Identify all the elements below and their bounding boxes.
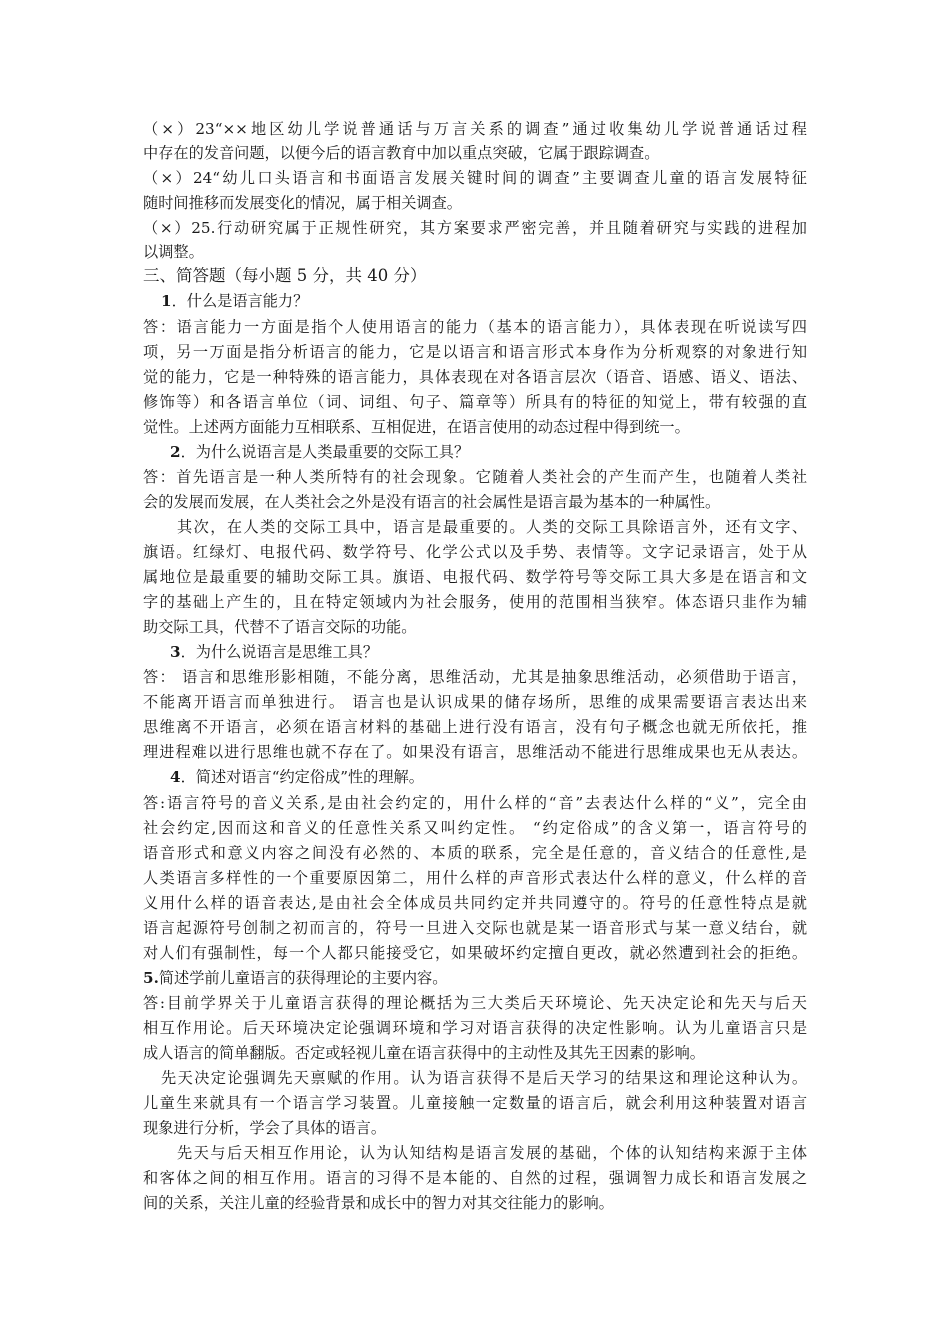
q5-answer-line: 现象进行分析，学会了具体的语言。 [143, 1119, 386, 1137]
q4-answer-line: 答:语言符号的音义关系,是由社会约定的，用什么样的“音”去表达什么样的“义”，完全由 [143, 794, 807, 812]
question-number: 1 [161, 292, 172, 310]
q1-answer-line: 项，另一万面是指分析语言的能力，它是以语言和语言形式本身作为分析观察的对象进行知 [143, 343, 807, 361]
tf-23-line-1: （×）23“××地区幼儿学说普通话与万言关系的调查”通过收集幼儿学说普通话过程 [143, 120, 807, 138]
q5-answer-line: 先天决定论强调先天禀赋的作用。认为语言获得不是后天学习的结果这和理论这种认为。 [161, 1069, 807, 1087]
q2-answer-line: 旗语。红绿灯、电报代码、数学符号、化学公式以及手势、表情等。文字记录语言，处于从 [143, 543, 807, 561]
question-2-heading [170, 440, 469, 464]
question-5-heading [143, 966, 447, 990]
q5-answer-line: 间的关系，关注儿童的经验背景和成长中的智力对其交往能力的影响。 [143, 1194, 614, 1212]
q4-answer-line: 对人们有强制性，每一个人都只能接受它，如果破坏约定擅自更改，就必然遭到社会的拒绝。 [143, 944, 807, 962]
q3-answer-line: 不能离开语言而单独进行。 语言也是认识成果的储存场所，思维的成果需要语言表达出来 [143, 693, 807, 711]
q5-answer-line: 先天与后天相互作用论，认为认知结构是语言发展的基础，个体的认知结构来源于主体 [177, 1144, 807, 1162]
q1-answer-line: 答：语言能力一方面是指个人使用语言的能力（基本的语言能力），具体表现在听说读写四 [143, 318, 807, 336]
tf-24-line-1: （×）24“幼儿口头语言和书面语言发展关键时间的调查”主要调查儿童的语言发展特征 [143, 169, 807, 187]
question-title: ．为什么说语言是思维工具？ [180, 643, 379, 661]
q5-answer-line: 答:目前学界关于儿童语言获得的理论概括为三大类后天环境论、先天决定论和先天与后天 [143, 994, 807, 1012]
q4-answer-line: 义用什么样的语音表达,是由社会全体成员共同约定并共同遵守的。符号的任意性特点是就 [143, 894, 807, 912]
question-3-heading [170, 640, 378, 664]
tf-23-line-2: 中存在的发音问题，以便今后的语言教育中加以重点突破，它属于跟踪调查。 [143, 144, 660, 162]
q4-answer-line: 人类语言多样性的一个重要原因第二，用什么样的声音形式表达什么样的意义，什么样的音 [143, 869, 807, 887]
q5-answer-line: 相互作用论。后天环境决定论强调环境和学习对语言获得的决定性影响。认为儿童语言只是 [143, 1019, 807, 1037]
q1-answer-line: 觉的能力，它是一种特殊的语言能力，具体表现在对各语言层次（语音、语感、语义、语法、 [143, 368, 807, 386]
q2-answer-line: 字的基础上产生的，且在特定领域内为社会服务，使用的范围相当狭窄。体态语只韭作为辅 [143, 593, 807, 611]
q3-answer-line: 思维离不开语言，必须在语言材料的基础上进行没有语言，没有句子概念也就无所依托，推 [143, 718, 807, 736]
section-title: 三、简答题（每小题 5 分，共 40 分） [143, 266, 427, 285]
question-title: 简述学前儿童语言的获得理论的主要内容。 [158, 969, 448, 987]
question-number: 3 [170, 643, 181, 661]
q4-answer-line: 社会约定,因而这和音义的任意性关系又叫约定性。 “约定俗成”的含义第一，语言符号的 [143, 819, 807, 837]
question-title: ．为什么说语言是人类最重要的交际工具？ [180, 443, 470, 461]
q2-answer-line: 属地位是最重要的辅助交际工具。旗语、电报代码、数学符号等交际工具大多是在语言和文 [143, 568, 807, 586]
q2-answer-line: 助交际工具，代替不了语言交际的功能。 [143, 618, 417, 636]
q1-answer-line: 觉性。上述两方面能力互相联系、互相促进，在语言使用的动态过程中得到统一。 [143, 418, 690, 436]
tf-25-line-2: 以调整。 [143, 243, 204, 261]
q2-answer-line: 会的发展而发展，在人类社会之外是没有语言的社会属性是语言最为基本的一种属性。 [143, 493, 721, 511]
q2-answer-line: 其次，在人类的交际工具中，语言是最重要的。人类的交际工具除语言外，还有文字、 [177, 518, 807, 536]
q1-answer-line: 修饰等）和各语言单位（词、词组、句子、篇章等）所具有的特征的知觉上，带有较强的直 [143, 393, 807, 411]
q5-answer-line: 和客体之间的相互作用。语言的习得不是本能的、自然的过程，强调智力成长和语言发展之 [143, 1169, 807, 1187]
question-number: 2 [170, 443, 181, 461]
q3-answer-line: 答： 语言和思维形影相随，不能分离，思维活动，尤其是抽象思维活动，必须借助于语言， [143, 668, 807, 686]
q3-answer-line: 理进程难以进行思维也就不存在了。如果没有语言，思维活动不能进行思维成果也无从表达。 [143, 743, 807, 761]
question-1-heading [161, 289, 308, 313]
q4-answer-line: 语音形式和意义内容之间没有必然的、本质的联系，完全是任意的，音义结合的任意性,是 [143, 844, 807, 862]
question-number: 5. [143, 969, 159, 987]
question-4-heading [170, 765, 424, 789]
question-title: ．什么是语言能力？ [171, 292, 309, 310]
tf-24-line-2: 随时间推移而发展变化的情况，属于相关调查。 [143, 194, 462, 212]
q5-answer-line: 成人语言的简单翻版。否定或轻视儿童在语言获得中的主动性及其先王因素的影响。 [143, 1044, 705, 1062]
tf-25-line-1: （×）25.行动研究属于正规性研究，其方案要求严密完善，并且随着研究与实践的进程加 [143, 219, 807, 237]
q4-answer-line: 语言起源符号创制之初而言的，符号一旦进入交际也就是某一语音形式与某一意义结台，就 [143, 919, 807, 937]
question-number: 4 [170, 768, 181, 786]
question-title: ．简述对语言“约定俗成”性的理解。 [180, 768, 424, 786]
q2-answer-line: 答：首先语言是一种人类所特有的社会现象。它随着人类社会的产生而产生，也随着人类社 [143, 468, 807, 486]
q5-answer-line: 儿童生来就具有一个语言学习装置。儿童接触一定数量的语言后，就会利用这种装置对语言 [143, 1094, 807, 1112]
